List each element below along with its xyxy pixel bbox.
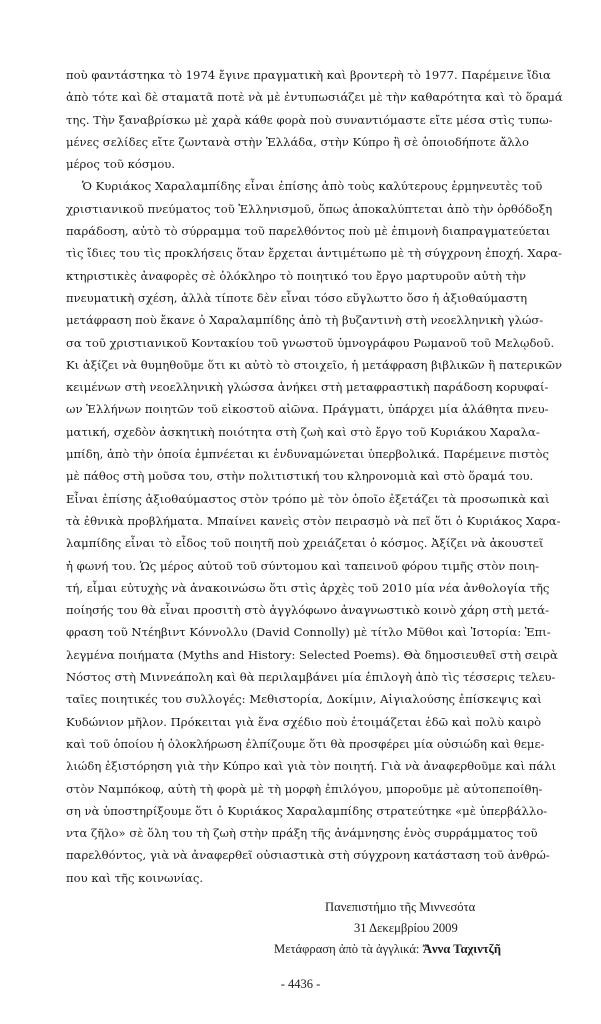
text-line: φραση τοῦ Ντέηβιντ Κόννολλυ (David Connolly) μὲ τίτλο Μῦθοι καὶ Ἱστορία: Ἐπι- bbox=[66, 625, 551, 640]
signature-place: Πανεπιστήμιο τῆς Μιννεσότα bbox=[325, 899, 476, 914]
translation-label: Μετάφραση ἀπὸ τὰ ἀγγλικά: bbox=[274, 941, 420, 956]
translation-credit bbox=[66, 939, 567, 960]
text-line: ντα ζῆλο» σὲ ὅλη του τὴ ζωὴ στὴν πράξη τῆς ἀνάμνησης ἑνὸς συρράμματος τοῦ bbox=[66, 826, 538, 841]
text-line: Εἶναι ἐπίσης ἀξιοθαύμαστος στὸν τρόπο μὲ τὸν ὁποῖο ἐξετάζει τὰ προσωπικὰ καὶ bbox=[66, 491, 550, 506]
text-line: καὶ τοῦ ὁποίου ἡ ὁλοκλήρωση ἐλπίζουμε ὅτι θὰ προσφέρει μία οὐσιώδη καὶ θεμε- bbox=[66, 736, 545, 751]
text-line: ἡ φωνή του. Ὡς μέρος αὐτοῦ τοῦ σύντομου καὶ ταπεινοῦ φόρου τιμῆς στὸν ποιη- bbox=[66, 558, 540, 573]
text-line: κτηριστικὲς ἀναφορὲς σὲ ὁλόκληρο τὸ ποιητικό του ἔργο μαρτυροῦν αὐτὴ τὴν bbox=[66, 268, 527, 283]
text-line: τὰ ἐθνικὰ προβλήματα. Μπαίνει κανεὶς στὸν πειρασμὸ νὰ πεῖ ὅτι ὁ Κυριάκος Χαρα- bbox=[66, 513, 561, 528]
text-line: τὶς ἴδιες του τὶς προκλήσεις ὅταν ἔρχεται ἀντιμέτωπο μὲ τὴ σύγχρονη ἐποχή. Χαρα- bbox=[66, 246, 562, 261]
signature-block bbox=[66, 897, 567, 960]
text-line: στὸν Ναμπόκοφ, αὐτὴ τὴ φορὰ μὲ τὴ μορφὴ ἐπιλόγου, μποροῦμε μὲ αὐτοπεποίθη- bbox=[66, 781, 543, 796]
text-line: παράδοση, αὐτὸ τὸ σύρραμμα τοῦ παρελθόντος ποὺ μὲ ἐπιμονὴ διαπραγματεύεται bbox=[66, 224, 551, 239]
text-line: ἀπὸ τότε καὶ δὲ σταματᾶ ποτὲ νὰ μὲ ἐντυπωσιάζει μὲ τὴν καθαρότητα καὶ τὸ ὅραμά bbox=[66, 90, 563, 105]
text-line: μένες σελίδες εἴτε ζωντανὰ στὴν Ἑλλάδα, στὴν Κύπρο ἢ σὲ ὁποιοδήποτε ἄλλο bbox=[66, 134, 529, 149]
text-line: που καὶ τῆς κοινωνίας. bbox=[66, 870, 204, 885]
text-line: παρελθόντος, γιὰ νὰ ἀναφερθεῖ οὐσιαστικὰ στὴ σύγχρονη κατάσταση τοῦ ἀνθρώ- bbox=[66, 848, 550, 863]
paragraph-start-line: Ὁ Κυριάκος Χαραλαμπίδης εἶναι ἐπίσης ἀπὸ τοὺς καλύτερους ἑρμηνευτὲς τοῦ bbox=[82, 179, 543, 194]
signature-date: 31 Δεκεμβρίου 2009 bbox=[354, 920, 458, 935]
text-line: κειμένων στὴ νεοελληνικὴ γλώσσα ἀνήκει στὴ μεταφραστικὴ παράδοση κορυφαί- bbox=[66, 380, 549, 395]
text-line: Κι ἀξίζει νὰ θυμηθοῦμε ὅτι κι αὐτὸ τὸ στοιχεῖο, ἡ μετάφραση βιβλικῶν ἢ πατερικῶν bbox=[66, 357, 563, 372]
text-line: μετάφραση ποὺ ἔκανε ὁ Χαραλαμπίδης ἀπὸ τὴ βυζαντινὴ στὴ νεοελληνικὴ γλώσ- bbox=[66, 313, 544, 328]
text-line: τή, εἶμαι εὐτυχὴς νὰ ἀνακοινώσω ὅτι στὶς ἀρχὲς τοῦ 2010 μία νέα ἀνθολογία τῆς bbox=[66, 580, 550, 595]
text-line: σα τοῦ χριστιανικοῦ Κοντακίου τοῦ γνωστοῦ ὑμνογράφου Ρωμανοῦ τοῦ Μελῳδοῦ. bbox=[66, 335, 555, 350]
text-line: μὲ πάθος στὴ μοῦσα του, στὴν πολιτιστική του κληρονομιὰ καὶ στὸ ὅραμά του. bbox=[66, 469, 534, 484]
translator-name: Ἄννα Ταχιντζῆ bbox=[422, 941, 501, 956]
text-line: λεγμένα ποιήματα (Myths and History: Selected Poems). Θὰ δημοσιευθεῖ στὴ σειρὰ bbox=[66, 647, 558, 662]
text-line: της. Τὴν ξαναβρίσκω μὲ χαρὰ κάθε φορὰ ποὺ συναντιόμαστε εἴτε μέσα στὶς τυπω- bbox=[66, 112, 553, 127]
essay-text bbox=[66, 64, 567, 960]
text-line: χριστιανικοῦ πνεύματος τοῦ Ἑλληνισμοῦ, ὅπως ἀποκαλύπτεται ἀπὸ τὴν ὀρθόδοξη bbox=[66, 201, 553, 216]
text-line: πνευματικὴ σχέση, ἀλλὰ τίποτε δὲν εἶναι τόσο εὔγλωττο ὅσο ἡ ἀξιοθαύμαστη bbox=[66, 290, 528, 305]
text-line: λαμπίδης εἶναι τὸ εἶδος τοῦ ποιητῆ ποὺ χρειάζεται ὁ κόσμος. Ἀξίζει νὰ ἀκουστεῖ bbox=[66, 536, 544, 551]
page-number: - 4436 - bbox=[280, 977, 321, 991]
text-line: ταῖες ποιητικές του συλλογές: Μεθιστορία, Δοκίμιν, Αἰγιαλούσης ἐπίσκεψις καὶ bbox=[66, 692, 542, 707]
text-line: ματική, σχεδὸν ἀσκητικὴ ποιότητα στὴ ζωὴ καὶ στὸ ἔργο τοῦ Κυριάκου Χαραλα- bbox=[66, 424, 540, 439]
text-line: μπίδη, ἀπὸ τὴν ὁποία ἐμπνέεται κι ἐνδυναμώνεται ὑπερβολικά. Παρέμεινε πιστὸς bbox=[66, 447, 549, 462]
text-line: ση νὰ ὑποστηρίξουμε ὅτι ὁ Κυριάκος Χαραλαμπίδης στρατεύτηκε «μὲ ὑπερβάλλο- bbox=[66, 803, 548, 818]
text-line: λιώδη ἐξιστόρηση γιὰ τὴν Κύπρο καὶ γιὰ τὸν ποιητή. Γιὰ νὰ ἀναφερθοῦμε καὶ πάλι bbox=[66, 759, 557, 774]
text-line: ποὺ φαντάστηκα τὸ 1974 ἔγινε πραγματικὴ καὶ βροντερὴ τὸ 1977. Παρέμεινε ἴδια bbox=[66, 68, 551, 82]
text-line: ων Ἑλλήνων ποιητῶν τοῦ εἰκοστοῦ αἰῶνα. Πράγματι, ὑπάρχει μία ἀλάθητα πνευ- bbox=[66, 402, 549, 417]
text-line: Κυδώνιον μῆλον. Πρόκειται γιὰ ἕνα σχέδιο ποὺ ἑτοιμάζεται ἐδῶ καὶ πολὺ καιρὸ bbox=[66, 714, 542, 729]
text-line: μέρος τοῦ κόσμου. bbox=[66, 157, 176, 172]
text-line: Νόστος στὴ Μιννεάπολη καὶ θὰ περιλαμβάνει μία ἐπιλογὴ ἀπὸ τὶς τέσσερις τελευ- bbox=[66, 670, 556, 685]
text-line: ποίησής του θὰ εἶναι προσιτὴ στὸ ἀγγλόφωνο ἀναγνωστικὸ κοινὸ χάρη στὴ μετά- bbox=[66, 603, 549, 618]
